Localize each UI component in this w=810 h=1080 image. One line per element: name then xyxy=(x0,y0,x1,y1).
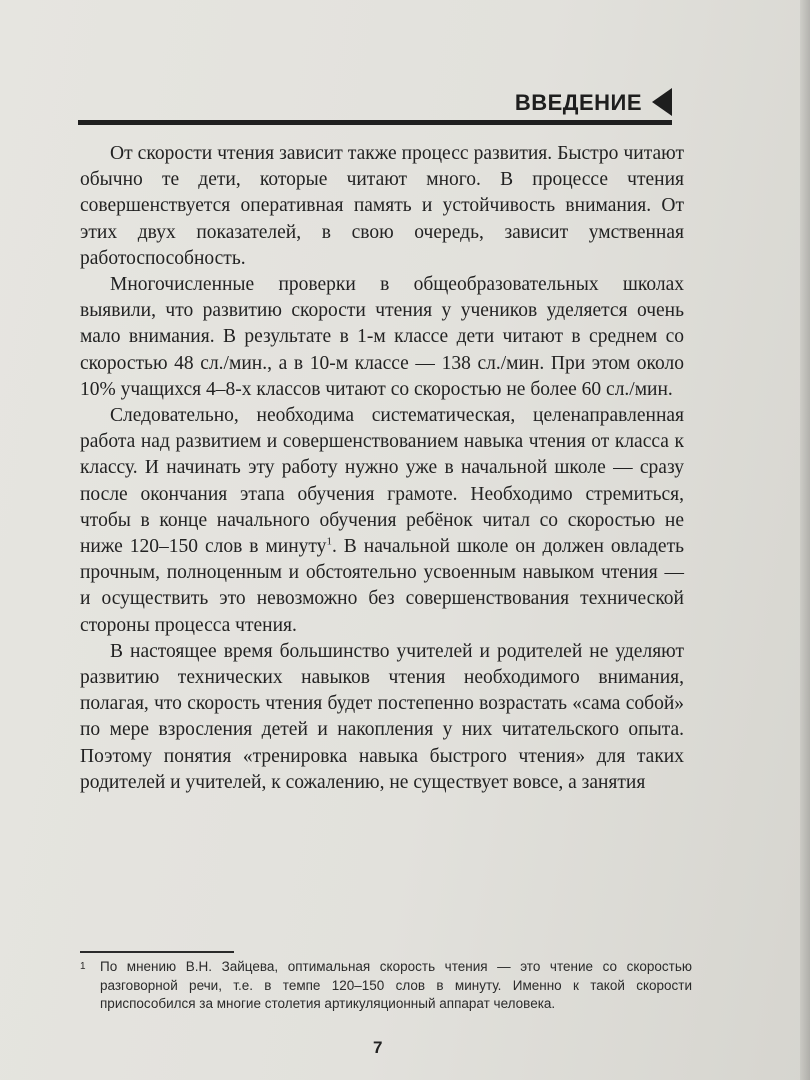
paragraph-2: Многочисленные проверки в общеобразовательных школах выявили, что развитию скорости чтения у учеников уделяется очень мало внимания. В результате в 1-м классе дети читают в среднем со скоростью 48 сл./мин., а в 10-м классе — 138 сл./мин. При этом около 10% учащихся 4–8-х классов читают со скоростью не более 60 сл./мин. xyxy=(80,274,684,400)
footnote-mark: 1 xyxy=(80,961,86,972)
footnote xyxy=(80,958,692,1014)
main-text xyxy=(80,141,684,796)
footnote-reference[interactable]: 1 xyxy=(326,535,332,548)
footnote-divider xyxy=(80,951,234,953)
paragraph-3-part-1: Следовательно, необходима систематическая, целенаправленная работа над развитием и совершенствованием навыка чтения от класса к классу. И начинать эту работу нужно уже в начальной школе — сразу после окончания этапа обучения грамоте. Необходимо стремиться, чтобы в конце начального обучения ребёнок читал со скоростью не ниже 120–150 слов в минуту xyxy=(80,405,684,558)
section-header xyxy=(78,86,672,130)
page-edge-shadow xyxy=(800,0,810,1080)
footnote-text: По мнению В.Н. Зайцева, оптимальная скорость чтения — это чтение со скоростью разговорной речи, т.е. в темпе 120–150 слов в минуту. Именно к такой скорости приспособился за многие столетия артикуляционный аппарат человека. xyxy=(100,959,692,1011)
section-title: ВВЕДЕНИЕ xyxy=(514,90,642,115)
header-rule xyxy=(78,120,672,125)
page-number: 7 xyxy=(373,1038,383,1057)
paragraph-4: В настоящее время большинство учителей и родителей не уделяют развитию технических навыков чтения необходимого внимания, полагая, что скорость чтения будет постепенно возрастать «сама собой» по мере взросления детей и накопления у них читательского опыта. Поэтому понятия «тренировка навыка быстрого чтения» для таких родителей и учителей, к сожалению, не существует вовсе, а занятия xyxy=(80,640,684,793)
triangle-marker-icon xyxy=(652,88,672,116)
paragraph-3-part-2: . В начальной школе он должен овладеть прочным, полноценным и обстоятельно усвоенным навыком чтения — и осуществить это невозможно без совершенствования технической стороны процесса чтения. xyxy=(80,536,684,636)
paragraph-3 xyxy=(80,403,684,639)
paragraph-1: От скорости чтения зависит также процесс развития. Быстро читают обычно те дети, которые читают много. В процессе чтения совершенствуется оперативная память и устойчивость внимания. От этих двух показателей, в свою очередь, зависит умственная работоспособность. xyxy=(80,143,684,269)
